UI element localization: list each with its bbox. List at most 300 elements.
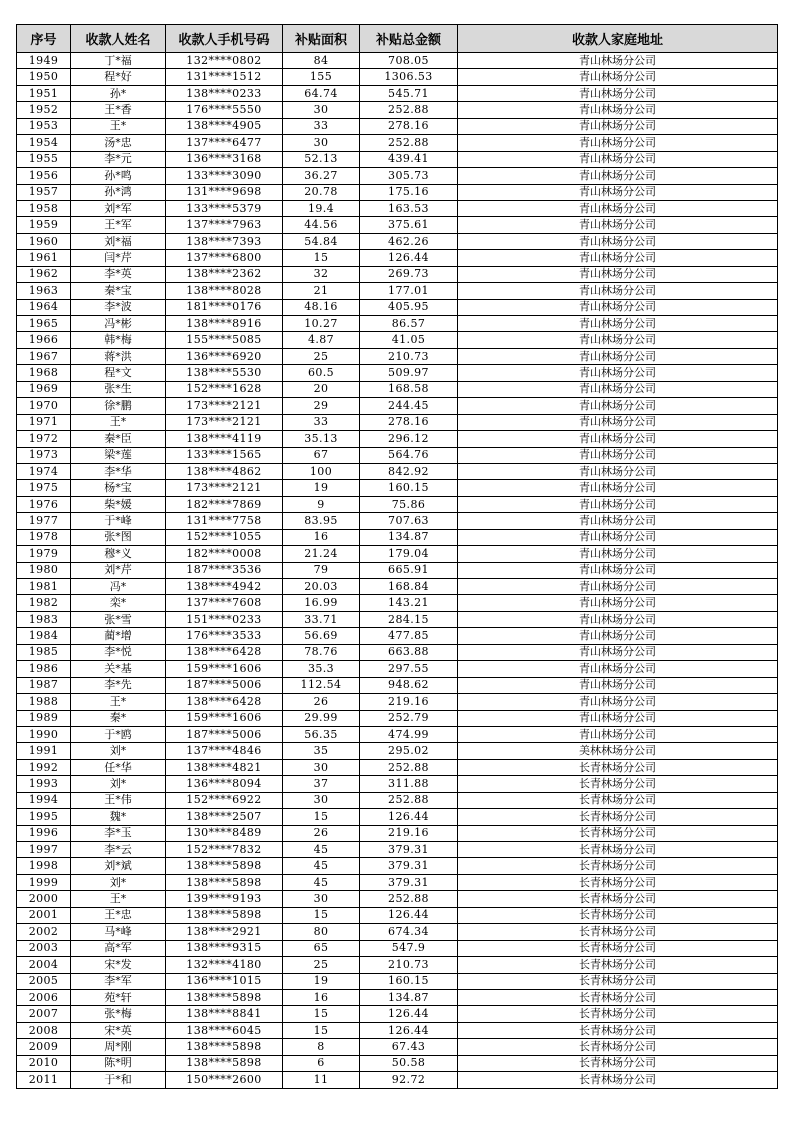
cell-payee-name: 程*好 [71, 69, 166, 85]
cell-index: 1981 [17, 579, 71, 595]
cell-phone: 131****7758 [166, 513, 283, 529]
cell-payee-name: 王* [71, 891, 166, 907]
cell-address: 长青林场分公司 [458, 940, 778, 956]
cell-payee-name: 丁*福 [71, 53, 166, 69]
cell-index: 2003 [17, 940, 71, 956]
cell-area: 25 [283, 957, 360, 973]
cell-area: 30 [283, 759, 360, 775]
cell-phone: 150****2600 [166, 1072, 283, 1088]
cell-area: 19 [283, 480, 360, 496]
cell-phone: 187****5006 [166, 726, 283, 742]
cell-payee-name: 于*鸥 [71, 726, 166, 742]
cell-area: 30 [283, 792, 360, 808]
cell-index: 1993 [17, 776, 71, 792]
cell-index: 2009 [17, 1039, 71, 1055]
table-row [17, 628, 778, 644]
cell-area: 56.35 [283, 726, 360, 742]
cell-amount: 210.73 [360, 348, 458, 364]
table-row [17, 940, 778, 956]
cell-payee-name: 宋*英 [71, 1022, 166, 1038]
cell-address: 青山林场分公司 [458, 595, 778, 611]
cell-amount: 126.44 [360, 907, 458, 923]
cell-address: 长青林场分公司 [458, 1055, 778, 1071]
table-row [17, 1006, 778, 1022]
cell-address: 青山林场分公司 [458, 463, 778, 479]
cell-area: 33.71 [283, 611, 360, 627]
cell-phone: 138****5898 [166, 858, 283, 874]
cell-area: 37 [283, 776, 360, 792]
cell-payee-name: 李*先 [71, 677, 166, 693]
cell-address: 青山林场分公司 [458, 579, 778, 595]
cell-address: 长青林场分公司 [458, 973, 778, 989]
cell-index: 1964 [17, 299, 71, 315]
cell-amount: 296.12 [360, 431, 458, 447]
cell-area: 52.13 [283, 151, 360, 167]
cell-payee-name: 李*云 [71, 842, 166, 858]
cell-index: 1990 [17, 726, 71, 742]
table-row [17, 332, 778, 348]
cell-index: 1973 [17, 447, 71, 463]
cell-address: 长青林场分公司 [458, 1006, 778, 1022]
cell-address: 长青林场分公司 [458, 842, 778, 858]
header-index: 序号 [17, 25, 71, 53]
table-row [17, 233, 778, 249]
table-row [17, 217, 778, 233]
cell-amount: 379.31 [360, 874, 458, 890]
cell-index: 1956 [17, 168, 71, 184]
cell-payee-name: 李*悦 [71, 644, 166, 660]
cell-amount: 284.15 [360, 611, 458, 627]
cell-amount: 210.73 [360, 957, 458, 973]
cell-payee-name: 秦*臣 [71, 431, 166, 447]
cell-index: 1983 [17, 611, 71, 627]
table-row [17, 85, 778, 101]
cell-area: 8 [283, 1039, 360, 1055]
cell-phone: 138****7393 [166, 233, 283, 249]
table-row [17, 447, 778, 463]
cell-address: 青山林场分公司 [458, 694, 778, 710]
table-row [17, 677, 778, 693]
table-row [17, 1072, 778, 1088]
cell-phone: 173****2121 [166, 480, 283, 496]
cell-phone: 138****5530 [166, 365, 283, 381]
cell-amount: 948.62 [360, 677, 458, 693]
cell-phone: 138****9315 [166, 940, 283, 956]
cell-index: 1957 [17, 184, 71, 200]
cell-address: 青山林场分公司 [458, 677, 778, 693]
table-row [17, 118, 778, 134]
cell-phone: 138****6428 [166, 644, 283, 660]
cell-index: 1987 [17, 677, 71, 693]
cell-amount: 160.15 [360, 480, 458, 496]
cell-index: 2002 [17, 924, 71, 940]
cell-address: 青山林场分公司 [458, 628, 778, 644]
cell-amount: 219.16 [360, 825, 458, 841]
cell-phone: 138****4119 [166, 431, 283, 447]
cell-index: 1951 [17, 85, 71, 101]
cell-amount: 708.05 [360, 53, 458, 69]
cell-payee-name: 杨*宝 [71, 480, 166, 496]
table-row [17, 776, 778, 792]
table-row [17, 957, 778, 973]
cell-payee-name: 程*文 [71, 365, 166, 381]
cell-payee-name: 王*香 [71, 102, 166, 118]
cell-address: 青山林场分公司 [458, 644, 778, 660]
cell-payee-name: 蒋*洪 [71, 348, 166, 364]
cell-phone: 152****1055 [166, 529, 283, 545]
cell-address: 长青林场分公司 [458, 891, 778, 907]
cell-payee-name: 刘* [71, 776, 166, 792]
cell-area: 155 [283, 69, 360, 85]
table-row [17, 595, 778, 611]
table-row [17, 266, 778, 282]
table-row [17, 529, 778, 545]
table-body [17, 53, 778, 1089]
table-row [17, 316, 778, 332]
cell-phone: 173****2121 [166, 398, 283, 414]
cell-payee-name: 王* [71, 118, 166, 134]
cell-phone: 137****4846 [166, 743, 283, 759]
table-row [17, 891, 778, 907]
table-row [17, 398, 778, 414]
table-row [17, 463, 778, 479]
cell-amount: 474.99 [360, 726, 458, 742]
cell-index: 1985 [17, 644, 71, 660]
cell-address: 青山林场分公司 [458, 611, 778, 627]
cell-amount: 278.16 [360, 118, 458, 134]
cell-phone: 152****7832 [166, 842, 283, 858]
cell-amount: 297.55 [360, 661, 458, 677]
cell-address: 青山林场分公司 [458, 398, 778, 414]
cell-address: 青山林场分公司 [458, 332, 778, 348]
cell-amount: 707.63 [360, 513, 458, 529]
cell-address: 青山林场分公司 [458, 562, 778, 578]
cell-payee-name: 王*忠 [71, 907, 166, 923]
cell-payee-name: 梁*莲 [71, 447, 166, 463]
table-row [17, 611, 778, 627]
cell-area: 65 [283, 940, 360, 956]
table-row [17, 743, 778, 759]
table-row [17, 973, 778, 989]
cell-payee-name: 张*图 [71, 529, 166, 545]
cell-phone: 138****2921 [166, 924, 283, 940]
cell-index: 1978 [17, 529, 71, 545]
cell-index: 1963 [17, 283, 71, 299]
cell-phone: 132****4180 [166, 957, 283, 973]
cell-phone: 138****2362 [166, 266, 283, 282]
cell-index: 1991 [17, 743, 71, 759]
cell-payee-name: 张*雪 [71, 611, 166, 627]
cell-area: 83.95 [283, 513, 360, 529]
cell-address: 长青林场分公司 [458, 858, 778, 874]
cell-index: 2000 [17, 891, 71, 907]
cell-payee-name: 王* [71, 694, 166, 710]
cell-amount: 126.44 [360, 1022, 458, 1038]
cell-amount: 168.84 [360, 579, 458, 595]
cell-address: 青山林场分公司 [458, 710, 778, 726]
cell-address: 青山林场分公司 [458, 233, 778, 249]
cell-payee-name: 李*英 [71, 266, 166, 282]
table-row [17, 710, 778, 726]
cell-payee-name: 王*军 [71, 217, 166, 233]
cell-phone: 152****1628 [166, 381, 283, 397]
cell-phone: 136****3168 [166, 151, 283, 167]
cell-amount: 1306.53 [360, 69, 458, 85]
cell-index: 1997 [17, 842, 71, 858]
cell-index: 1952 [17, 102, 71, 118]
cell-index: 2005 [17, 973, 71, 989]
cell-phone: 182****0008 [166, 546, 283, 562]
table-row [17, 726, 778, 742]
table-row [17, 644, 778, 660]
cell-area: 33 [283, 118, 360, 134]
cell-address: 青山林场分公司 [458, 217, 778, 233]
cell-address: 长青林场分公司 [458, 809, 778, 825]
table-row [17, 1022, 778, 1038]
table-row [17, 480, 778, 496]
cell-index: 2001 [17, 907, 71, 923]
cell-amount: 126.44 [360, 1006, 458, 1022]
cell-phone: 136****8094 [166, 776, 283, 792]
cell-index: 1992 [17, 759, 71, 775]
cell-phone: 137****6477 [166, 135, 283, 151]
cell-address: 长青林场分公司 [458, 1039, 778, 1055]
cell-index: 1980 [17, 562, 71, 578]
cell-area: 30 [283, 891, 360, 907]
cell-area: 20.03 [283, 579, 360, 595]
table-row [17, 1055, 778, 1071]
cell-address: 青山林场分公司 [458, 661, 778, 677]
cell-area: 20.78 [283, 184, 360, 200]
cell-payee-name: 李*元 [71, 151, 166, 167]
cell-area: 44.56 [283, 217, 360, 233]
cell-area: 60.5 [283, 365, 360, 381]
cell-phone: 151****0233 [166, 611, 283, 627]
table-row [17, 431, 778, 447]
cell-phone: 132****0802 [166, 53, 283, 69]
cell-area: 16 [283, 989, 360, 1005]
cell-phone: 152****6922 [166, 792, 283, 808]
cell-index: 1977 [17, 513, 71, 529]
cell-address: 青山林场分公司 [458, 102, 778, 118]
cell-area: 64.74 [283, 85, 360, 101]
header-address: 收款人家庭地址 [458, 25, 778, 53]
header-amount: 补贴总金额 [360, 25, 458, 53]
cell-payee-name: 孙*鸣 [71, 168, 166, 184]
cell-payee-name: 李*波 [71, 299, 166, 315]
header-payee-name: 收款人姓名 [71, 25, 166, 53]
cell-address: 青山林场分公司 [458, 529, 778, 545]
cell-payee-name: 秦* [71, 710, 166, 726]
cell-index: 1961 [17, 250, 71, 266]
cell-index: 2007 [17, 1006, 71, 1022]
cell-area: 16.99 [283, 595, 360, 611]
cell-amount: 50.58 [360, 1055, 458, 1071]
cell-amount: 86.57 [360, 316, 458, 332]
cell-phone: 138****5898 [166, 874, 283, 890]
cell-payee-name: 刘* [71, 743, 166, 759]
cell-area: 79 [283, 562, 360, 578]
cell-payee-name: 苑*轩 [71, 989, 166, 1005]
cell-address: 长青林场分公司 [458, 1072, 778, 1088]
cell-payee-name: 刘*福 [71, 233, 166, 249]
cell-phone: 131****1512 [166, 69, 283, 85]
table-row [17, 69, 778, 85]
cell-phone: 138****5898 [166, 907, 283, 923]
table-row [17, 562, 778, 578]
table-row [17, 348, 778, 364]
cell-index: 1979 [17, 546, 71, 562]
cell-area: 48.16 [283, 299, 360, 315]
cell-amount: 269.73 [360, 266, 458, 282]
cell-phone: 173****2121 [166, 414, 283, 430]
cell-address: 青山林场分公司 [458, 168, 778, 184]
subsidy-table [16, 24, 778, 1089]
cell-area: 15 [283, 907, 360, 923]
cell-payee-name: 魏* [71, 809, 166, 825]
cell-area: 45 [283, 842, 360, 858]
cell-index: 1984 [17, 628, 71, 644]
cell-amount: 379.31 [360, 858, 458, 874]
cell-area: 29 [283, 398, 360, 414]
cell-index: 1995 [17, 809, 71, 825]
cell-area: 78.76 [283, 644, 360, 660]
cell-amount: 564.76 [360, 447, 458, 463]
cell-amount: 252.88 [360, 792, 458, 808]
cell-phone: 138****5898 [166, 1055, 283, 1071]
table-row [17, 250, 778, 266]
cell-area: 6 [283, 1055, 360, 1071]
cell-amount: 252.88 [360, 135, 458, 151]
table-row [17, 135, 778, 151]
cell-address: 青山林场分公司 [458, 250, 778, 266]
cell-area: 19 [283, 973, 360, 989]
cell-amount: 462.26 [360, 233, 458, 249]
cell-index: 2008 [17, 1022, 71, 1038]
cell-amount: 252.88 [360, 759, 458, 775]
cell-address: 青山林场分公司 [458, 299, 778, 315]
cell-amount: 75.86 [360, 496, 458, 512]
cell-address: 长青林场分公司 [458, 874, 778, 890]
table-row [17, 874, 778, 890]
cell-phone: 138****2507 [166, 809, 283, 825]
cell-amount: 278.16 [360, 414, 458, 430]
cell-index: 1967 [17, 348, 71, 364]
cell-address: 青山林场分公司 [458, 546, 778, 562]
table-row [17, 579, 778, 595]
table-row [17, 825, 778, 841]
cell-index: 1988 [17, 694, 71, 710]
cell-area: 45 [283, 858, 360, 874]
cell-amount: 179.04 [360, 546, 458, 562]
cell-area: 19.4 [283, 200, 360, 216]
cell-payee-name: 李*玉 [71, 825, 166, 841]
table-row [17, 283, 778, 299]
cell-area: 15 [283, 250, 360, 266]
cell-phone: 138****6045 [166, 1022, 283, 1038]
cell-index: 1972 [17, 431, 71, 447]
table-row [17, 414, 778, 430]
cell-address: 青山林场分公司 [458, 381, 778, 397]
cell-address: 美林林场分公司 [458, 743, 778, 759]
cell-area: 56.69 [283, 628, 360, 644]
table-row [17, 661, 778, 677]
cell-area: 36.27 [283, 168, 360, 184]
cell-phone: 138****8841 [166, 1006, 283, 1022]
cell-payee-name: 刘*斌 [71, 858, 166, 874]
cell-index: 1953 [17, 118, 71, 134]
cell-amount: 547.9 [360, 940, 458, 956]
cell-phone: 138****5898 [166, 989, 283, 1005]
cell-index: 1982 [17, 595, 71, 611]
table-row [17, 184, 778, 200]
cell-phone: 138****4942 [166, 579, 283, 595]
table-row [17, 513, 778, 529]
cell-amount: 663.88 [360, 644, 458, 660]
table-row [17, 102, 778, 118]
cell-phone: 155****5085 [166, 332, 283, 348]
cell-phone: 137****7608 [166, 595, 283, 611]
cell-payee-name: 李*华 [71, 463, 166, 479]
document-page [16, 24, 777, 1089]
cell-index: 1950 [17, 69, 71, 85]
table-row [17, 1039, 778, 1055]
cell-address: 青山林场分公司 [458, 69, 778, 85]
table-row [17, 365, 778, 381]
cell-index: 2006 [17, 989, 71, 1005]
cell-payee-name: 王*伟 [71, 792, 166, 808]
cell-phone: 138****0233 [166, 85, 283, 101]
cell-address: 青山林场分公司 [458, 53, 778, 69]
cell-phone: 182****7869 [166, 496, 283, 512]
table-row [17, 496, 778, 512]
cell-area: 35 [283, 743, 360, 759]
table-row [17, 809, 778, 825]
cell-payee-name: 孙*鸿 [71, 184, 166, 200]
table-row [17, 989, 778, 1005]
table-row [17, 907, 778, 923]
cell-payee-name: 闫*芹 [71, 250, 166, 266]
cell-index: 1996 [17, 825, 71, 841]
cell-area: 26 [283, 694, 360, 710]
cell-address: 长青林场分公司 [458, 907, 778, 923]
cell-payee-name: 关*基 [71, 661, 166, 677]
cell-area: 11 [283, 1072, 360, 1088]
cell-phone: 136****6920 [166, 348, 283, 364]
cell-amount: 311.88 [360, 776, 458, 792]
cell-area: 35.3 [283, 661, 360, 677]
cell-area: 26 [283, 825, 360, 841]
cell-payee-name: 于*和 [71, 1072, 166, 1088]
cell-payee-name: 于*峰 [71, 513, 166, 529]
cell-address: 长青林场分公司 [458, 957, 778, 973]
cell-index: 1970 [17, 398, 71, 414]
cell-amount: 509.97 [360, 365, 458, 381]
cell-phone: 139****9193 [166, 891, 283, 907]
cell-area: 15 [283, 1006, 360, 1022]
cell-phone: 133****3090 [166, 168, 283, 184]
cell-phone: 176****5550 [166, 102, 283, 118]
cell-amount: 375.61 [360, 217, 458, 233]
cell-address: 青山林场分公司 [458, 283, 778, 299]
cell-address: 青山林场分公司 [458, 496, 778, 512]
cell-index: 1968 [17, 365, 71, 381]
cell-amount: 252.79 [360, 710, 458, 726]
cell-amount: 439.41 [360, 151, 458, 167]
cell-phone: 133****5379 [166, 200, 283, 216]
cell-payee-name: 孙* [71, 85, 166, 101]
cell-phone: 138****6428 [166, 694, 283, 710]
